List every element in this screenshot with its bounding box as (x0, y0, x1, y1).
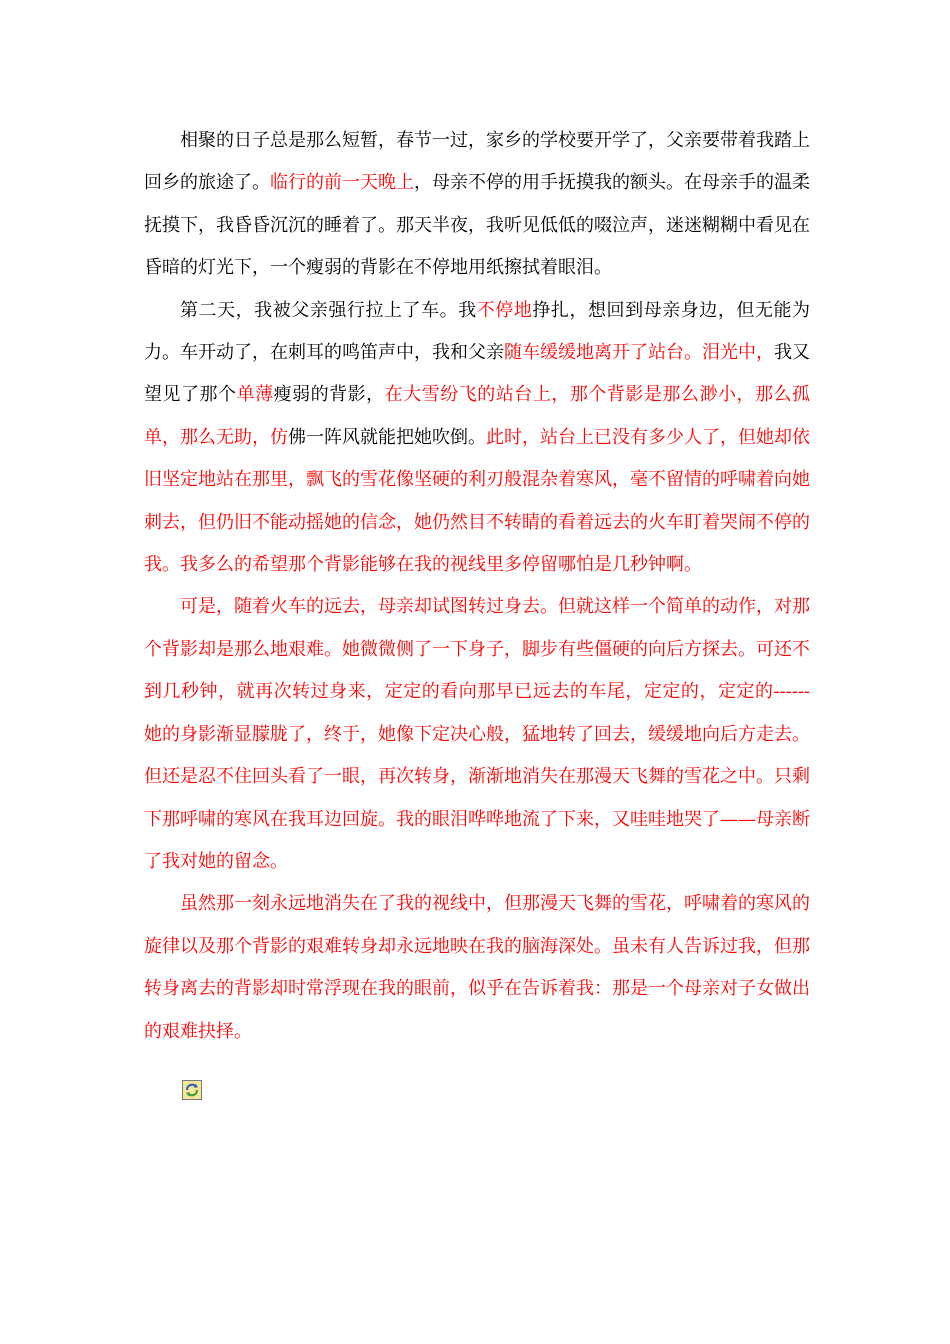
paragraph-3 (144, 586, 810, 883)
paragraph-4 (144, 883, 810, 1053)
paragraph-1 (144, 120, 810, 290)
highlighted-text-run: 可是，随着火车的远去，母亲却试图转过身去。但就这样一个简单的动作，对那个背影却是那么地艰难。她微微侧了一下身子，脚步有些僵硬的向后方探去。可还不到几秒钟，就再次转过身来，定定的看向那早已远去的车尾，定定的，定定的------她的身影渐显朦胧了，终于，她像下定决心般，猛地转了回去，缓缓地向后方走去。但还是忍不住回头看了一眼，再次转身，渐渐地消失在那漫天飞舞的雪花之中。只剩下那呼啸的寒风在我耳边回旋。我的眼泪哗哗地流了下来，又哇哇地哭了——母亲断了我对她的留念。 (144, 596, 810, 872)
document-body (144, 120, 810, 1053)
highlighted-text-run: 此时，站台上已没有多少人了，但她却依旧坚定地站在那里，飘飞的雪花像坚硬的利刃般混杂着寒风，毫不留情的呼啸着向她刺去，但仍旧不能动摇她的信念，她仍然目不转睛的看着远去的火车盯着哭闹不停的我。我多么的希望那个背影能够在我的视线里多停留哪怕是几秒钟啊。 (144, 426, 810, 576)
text-run: 佛一阵风就能把她吹倒。 (288, 426, 486, 448)
text-run: ，母亲不停的用手抚摸我的额头。在母亲手的温柔抚摸下，我昏昏沉沉的睡着了。那天半夜，我听见低低的啜泣声，迷迷糊糊中看见在昏暗的灯光下，一个瘦弱的背影在不停地用纸擦拭着眼泪。 (144, 172, 810, 279)
highlighted-text-run: 单薄 (236, 384, 274, 406)
text-run: 瘦弱的背影， (273, 384, 385, 406)
text-run: 我又望见了那个 (144, 342, 810, 406)
embedded-object-icon[interactable] (182, 1080, 202, 1100)
text-run: 第二天，我被父亲强行拉上了车。我 (180, 299, 477, 321)
text-run: 挣扎，想回到母亲身边，但无能为力。车开动了，在刺耳的鸣笛声中，我和父亲 (144, 299, 811, 364)
refresh-arrows-icon (183, 1081, 201, 1099)
highlighted-text-run: 不停地 (476, 299, 533, 321)
text-run: 相聚的日子总是那么短暂，春节一过，家乡的学校要开学了，父亲要带着我踏上回乡的旅途了。 (144, 130, 810, 194)
paragraph-2 (144, 290, 810, 587)
highlighted-text-run: 虽然那一刻永远地消失在了我的视线中，但那漫天飞舞的雪花，呼啸着的寒风的旋律以及那个背影的艰难转身却永远地映在我的脑海深处。虽未有人告诉过我，但那转身离去的背影却时常浮现在我的眼前，似乎在告诉着我：那是一个母亲对子女做出的艰难抉择。 (144, 893, 810, 1042)
highlighted-text-run: 在大雪纷飞的站台上，那个背影是那么渺小，那么孤单，那么无助，仿 (144, 384, 811, 448)
highlighted-text-run: 临行的前一天晚上 (270, 172, 414, 194)
highlighted-text-run: 随车缓缓地离开了站台。泪光中， (504, 342, 774, 364)
